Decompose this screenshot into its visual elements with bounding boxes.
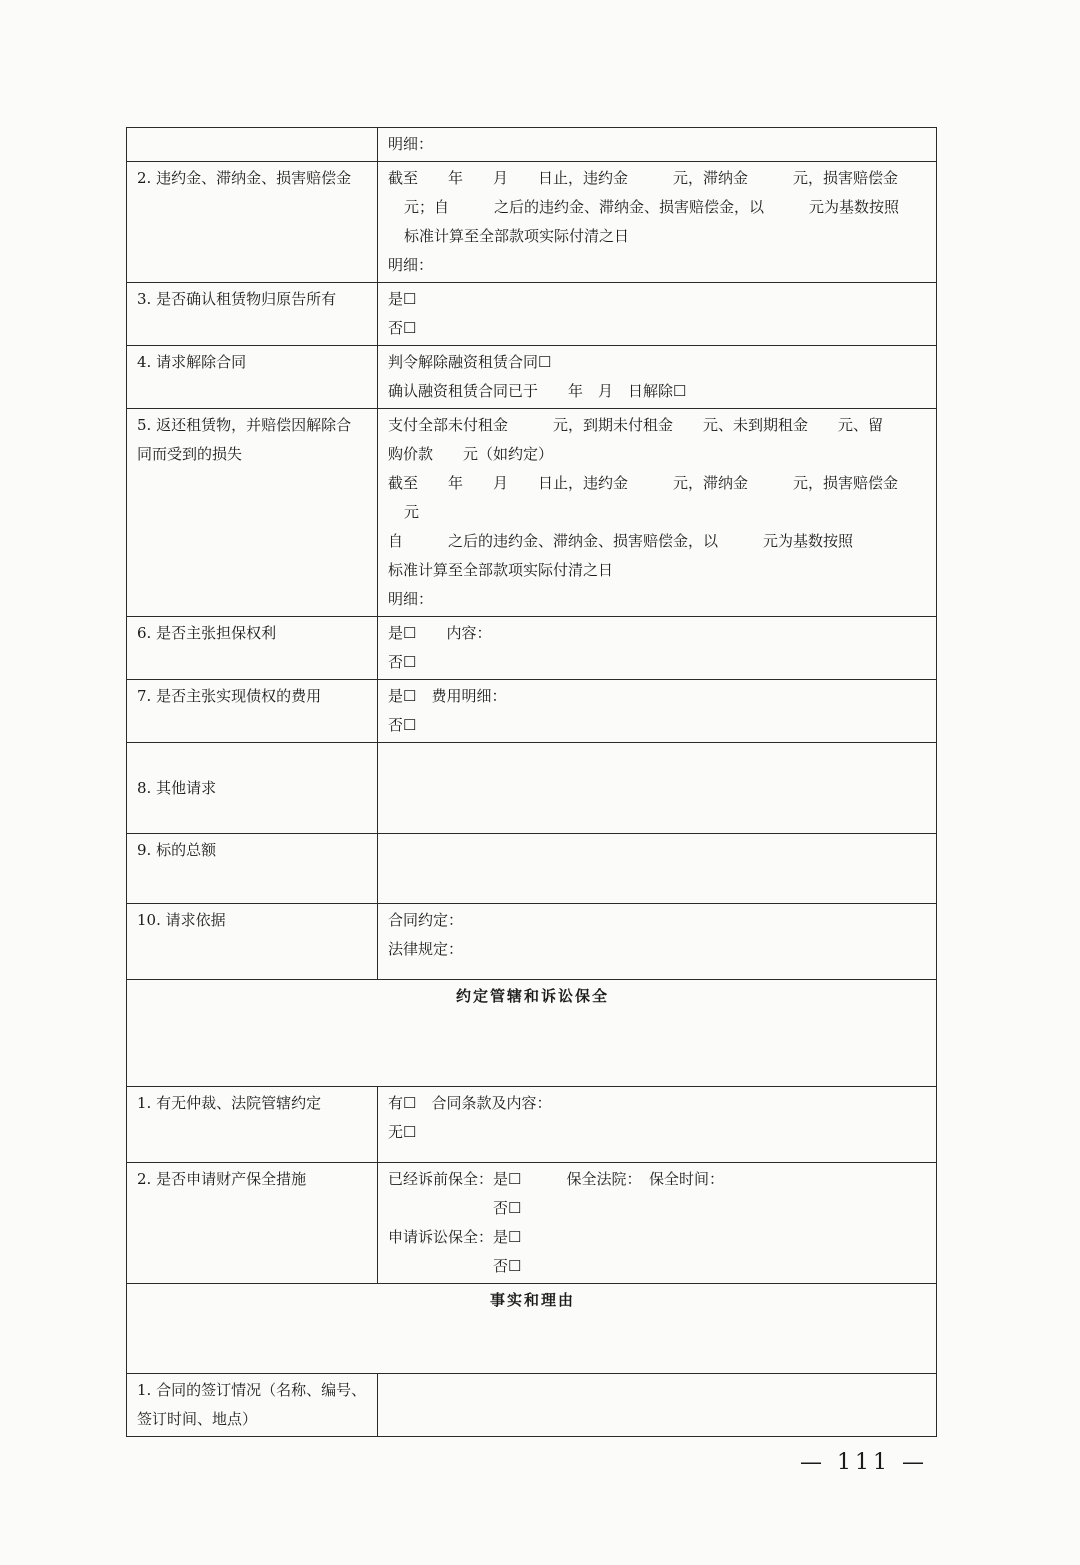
- row-label: 9. 标的总额: [127, 834, 378, 904]
- no-checkbox[interactable]: 无☐: [388, 1123, 417, 1141]
- section-row: [127, 1284, 937, 1374]
- contract-signing-field[interactable]: [378, 1374, 937, 1437]
- table-row: [127, 162, 937, 283]
- row-content[interactable]: [378, 128, 937, 162]
- row-label: 3. 是否确认租赁物归原告所有: [127, 283, 378, 346]
- total-amount-field[interactable]: [378, 834, 937, 904]
- complaint-form-table: [126, 127, 937, 1437]
- row-content[interactable]: [378, 409, 937, 617]
- row-label: 1. 有无仲裁、法院管辖约定: [127, 1087, 378, 1163]
- row-content[interactable]: [378, 680, 937, 743]
- label-line: 1. 合同的签订情况（名称、编号、: [137, 1381, 367, 1399]
- row-label: [127, 1374, 378, 1437]
- row-content[interactable]: [378, 283, 937, 346]
- content-line[interactable]: 申请诉讼保全：是☐: [388, 1228, 522, 1246]
- content-line: 法律规定：: [388, 940, 464, 958]
- row-label: 7. 是否主张实现债权的费用: [127, 680, 378, 743]
- label-line: 同而受到的损失: [137, 445, 243, 463]
- table-row: [127, 1374, 937, 1437]
- table-row: [127, 128, 937, 162]
- row-label: 10. 请求依据: [127, 904, 378, 980]
- table-row: [127, 346, 937, 409]
- table-row: [127, 617, 937, 680]
- row-label: 2. 违约金、滞纳金、损害赔偿金: [127, 162, 378, 283]
- row-content[interactable]: [378, 904, 937, 980]
- content-line: 支付全部未付租金 元，到期未付租金 元、未到期租金 元、留: [388, 416, 884, 434]
- content-line: 截至 年 月 日止，违约金 元，滞纳金 元，损害赔偿金: [388, 169, 899, 187]
- row-label: [127, 128, 378, 162]
- table-row: [127, 904, 937, 980]
- section-title: 约定管辖和诉讼保全: [127, 980, 937, 1087]
- detail-line: 明细：: [388, 256, 434, 274]
- content-line[interactable]: 否☐: [388, 1199, 522, 1217]
- detail-line: 明细：: [388, 590, 434, 608]
- section-title: 事实和理由: [127, 1284, 937, 1374]
- table-row: [127, 834, 937, 904]
- other-requests-field[interactable]: [378, 743, 937, 834]
- table-row: [127, 743, 937, 834]
- row-content[interactable]: [378, 346, 937, 409]
- row-label: 8. 其他请求: [127, 743, 378, 834]
- table-row: [127, 1163, 937, 1284]
- table-row: [127, 680, 937, 743]
- no-checkbox[interactable]: 否☐: [388, 653, 417, 671]
- content-line[interactable]: 已经诉前保全：是☐ 保全法院： 保全时间：: [388, 1170, 724, 1188]
- content-line[interactable]: 否☐: [388, 1257, 522, 1275]
- yes-checkbox[interactable]: 是☐ 费用明细：: [388, 687, 507, 705]
- yes-checkbox[interactable]: 是☐: [388, 290, 417, 308]
- row-label: 4. 请求解除合同: [127, 346, 378, 409]
- row-content[interactable]: [378, 1163, 937, 1284]
- detail-line: 明细：: [388, 135, 434, 153]
- no-checkbox[interactable]: 否☐: [388, 716, 417, 734]
- row-content[interactable]: [378, 617, 937, 680]
- content-line: 元: [404, 503, 420, 521]
- page-number: — 111 —: [800, 1450, 928, 1475]
- content-line: 标准计算至全部款项实际付清之日: [388, 561, 614, 579]
- label-line: 签订时间、地点）: [137, 1410, 258, 1428]
- row-label: 6. 是否主张担保权利: [127, 617, 378, 680]
- content-line: 合同约定：: [388, 911, 464, 929]
- yes-checkbox[interactable]: 有☐ 合同条款及内容：: [388, 1094, 552, 1112]
- table-row: [127, 283, 937, 346]
- table-row: [127, 1087, 937, 1163]
- section-row: [127, 980, 937, 1087]
- row-label: 2. 是否申请财产保全措施: [127, 1163, 378, 1284]
- label-line: 5. 返还租赁物，并赔偿因解除合: [137, 416, 352, 434]
- content-line: 截至 年 月 日止，违约金 元，滞纳金 元，损害赔偿金: [388, 474, 899, 492]
- table-row: [127, 409, 937, 617]
- content-line: 自 之后的违约金、滞纳金、损害赔偿金，以 元为基数按照: [388, 532, 854, 550]
- row-content[interactable]: [378, 162, 937, 283]
- confirm-terminated-checkbox[interactable]: 确认融资租赁合同已于 年 月 日解除☐: [388, 382, 687, 400]
- terminate-contract-checkbox[interactable]: 判令解除融资租赁合同☐: [388, 353, 552, 371]
- content-line: 购价款 元（如约定）: [388, 445, 554, 463]
- yes-checkbox[interactable]: 是☐ 内容：: [388, 624, 492, 642]
- content-line: 标准计算至全部款项实际付清之日: [404, 227, 630, 245]
- row-label: [127, 409, 378, 617]
- row-content[interactable]: [378, 1087, 937, 1163]
- content-line: 元；自 之后的违约金、滞纳金、损害赔偿金，以 元为基数按照: [404, 198, 900, 216]
- no-checkbox[interactable]: 否☐: [388, 319, 417, 337]
